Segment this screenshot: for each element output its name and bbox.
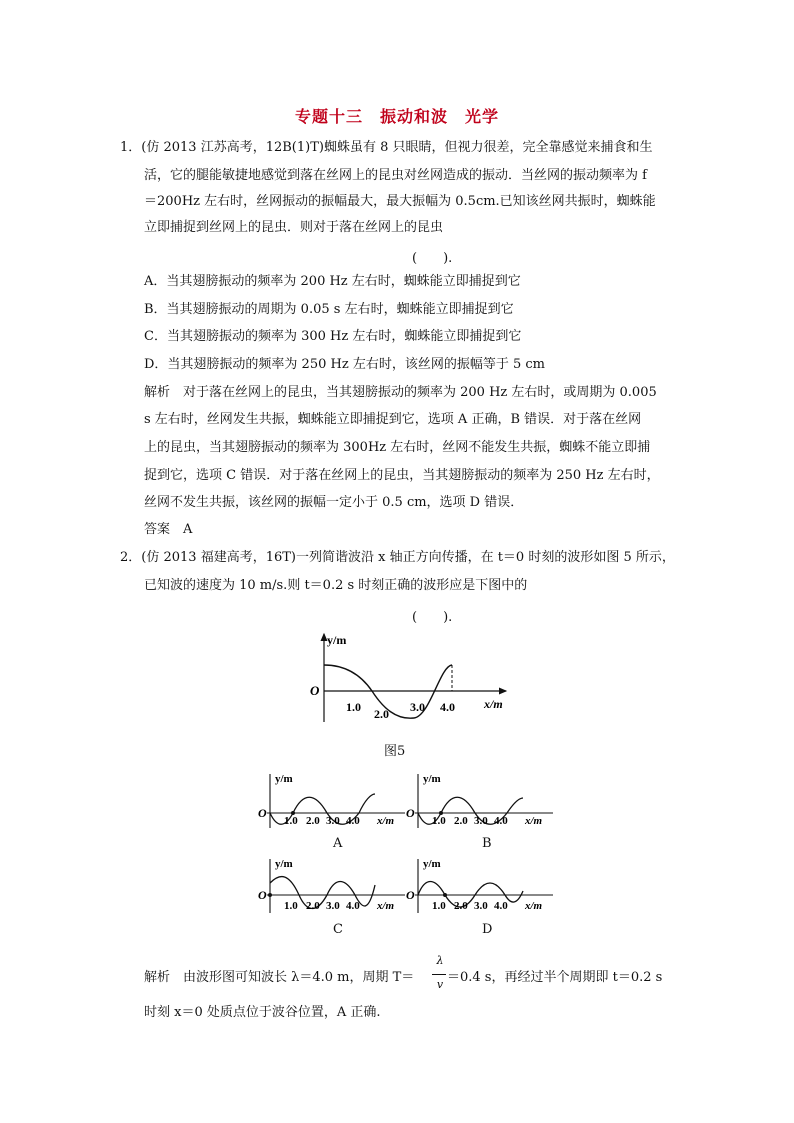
option-d-y-label: y/m: [423, 858, 441, 870]
fig5-tick-3: 3.0: [410, 700, 425, 714]
q1-answer-paren: ( ).: [412, 251, 453, 266]
q2-analysis-line-1b: ＝0.4 s，再经过半个周期即 t＝0.2 s: [447, 970, 663, 985]
q2-stem-line-1: 2．(仿 2013 福建高考，16T)一列简谐波沿 x 轴正方向传播，在 t＝0 时刻的波形如图 5 所示，: [120, 550, 675, 565]
option-b-tick-4: 4.0: [494, 815, 508, 827]
option-d-tick-2: 2.0: [454, 900, 468, 912]
q1-stem-line-3: ＝200Hz 左右时，丝网振动的振幅最大，最大振幅为 0.5cm.已知该丝网共振时，蜘蛛能: [144, 194, 656, 209]
q2-answer-paren: ( ).: [412, 610, 453, 625]
q1-option-b: B．当其翅膀振动的周期为 0.05 s 左右时，蜘蛛能立即捕捉到它: [144, 302, 514, 317]
option-graph-c: [255, 855, 415, 917]
q1-option-c: C．当其翅膀振动的频率为 300 Hz 左右时，蜘蛛能立即捕捉到它: [144, 329, 522, 344]
option-d-x-label: x/m: [525, 900, 543, 912]
fig5-tick-4: 4.0: [440, 700, 455, 714]
option-label-a: A: [333, 836, 343, 851]
fig5-y-label: y/m: [327, 633, 347, 647]
option-d-origin: O: [406, 888, 415, 902]
option-a-origin: O: [258, 806, 267, 820]
option-graph-d: [403, 855, 563, 917]
option-d-tick-3: 3.0: [474, 900, 488, 912]
option-c-x-label: x/m: [377, 900, 395, 912]
q1-option-a: A．当其翅膀振动的频率为 200 Hz 左右时，蜘蛛能立即捕捉到它: [144, 274, 521, 289]
option-a-tick-4: 4.0: [346, 815, 360, 827]
option-label-d: D: [482, 922, 493, 937]
option-b-tick-2: 2.0: [454, 815, 468, 827]
q2-analysis-line-1a: 解析 由波形图可知波长 λ＝4.0 m，周期 T＝: [144, 970, 415, 985]
option-a-tick-2: 2.0: [306, 815, 320, 827]
option-a-tick-3: 3.0: [326, 815, 340, 827]
option-c-tick-1: 1.0: [284, 900, 298, 912]
option-c-origin: O: [258, 888, 267, 902]
q1-analysis-line-1: 解析 对于落在丝网上的昆虫，当其翅膀振动的频率为 200 Hz 左右时，或周期为 0.005: [144, 385, 657, 400]
option-d-tick-4: 4.0: [494, 900, 508, 912]
q2-analysis-line-2: 时刻 x＝0 处质点位于波谷位置，A 正确.: [144, 1005, 381, 1020]
option-c-tick-3: 3.0: [326, 900, 340, 912]
option-a-tick-1: 1.0: [284, 815, 298, 827]
q1-option-d: D．当其翅膀振动的频率为 250 Hz 左右时，该丝网的振幅等于 5 cm: [144, 357, 545, 372]
fig5-x-label: x/m: [484, 697, 503, 711]
option-graph-a: [255, 770, 415, 832]
option-c-tick-2: 2.0: [306, 900, 320, 912]
q1-answer: 答案 A: [144, 522, 193, 537]
option-b-y-label: y/m: [423, 773, 441, 785]
option-b-x-label: x/m: [525, 815, 543, 827]
option-b-tick-3: 3.0: [474, 815, 488, 827]
fig5-tick-2: 2.0: [374, 707, 389, 721]
option-graph-b: [403, 770, 563, 832]
q1-stem-line-1: 1．(仿 2013 江苏高考，12B(1)T)蜘蛛虽有 8 只眼睛，但视力很差，完全靠感觉来捕食和生: [120, 140, 653, 155]
page-title: 专题十三 振动和波 光学: [294, 107, 499, 126]
q1-analysis-line-2: s 左右时，丝网发生共振，蜘蛛能立即捕捉到它，选项 A 正确，B 错误．对于落在丝网: [144, 412, 642, 427]
q2-fraction-numerator: λ: [436, 954, 444, 967]
q2-fraction-denominator: v: [436, 978, 444, 991]
option-c-y-label: y/m: [275, 858, 293, 870]
option-a-x-label: x/m: [377, 815, 395, 827]
option-d-tick-1: 1.0: [432, 900, 446, 912]
option-b-tick-1: 1.0: [432, 815, 446, 827]
q1-stem-line-4: 立即捕捉到丝网上的昆虫．则对于落在丝网上的昆虫: [144, 220, 444, 235]
q1-analysis-line-5: 丝网不发生共振，该丝网的振幅一定小于 0.5 cm，选项 D 错误．: [144, 495, 524, 510]
option-a-y-label: y/m: [275, 773, 293, 785]
fig5-origin: O: [310, 683, 320, 698]
option-b-origin: O: [406, 806, 415, 820]
q1-analysis-line-3: 上的昆虫，当其翅膀振动的频率为 300Hz 左右时，丝网不能发生共振，蜘蛛不能立即捕: [144, 440, 651, 455]
option-label-b: B: [482, 836, 492, 851]
option-c-tick-4: 4.0: [346, 900, 360, 912]
q1-stem-line-2: 活，它的腿能敏捷地感觉到落在丝网上的昆虫对丝网造成的振动．当丝网的振动频率为 f: [144, 168, 647, 183]
option-label-c: C: [333, 922, 343, 937]
q2-fraction-bar: [432, 974, 446, 975]
q1-analysis-line-4: 捉到它，选项 C 错误．对于落在丝网上的昆虫，当其翅膀振动的频率为 250 Hz 左右时，: [144, 468, 660, 483]
q2-stem-line-2: 已知波的速度为 10 m/s.则 t＝0.2 s 时刻正确的波形应是下图中的: [144, 578, 528, 593]
figure-5-waveform: [306, 630, 526, 726]
fig5-tick-1: 1.0: [346, 700, 361, 714]
figure-5-caption: 图5: [384, 744, 406, 759]
